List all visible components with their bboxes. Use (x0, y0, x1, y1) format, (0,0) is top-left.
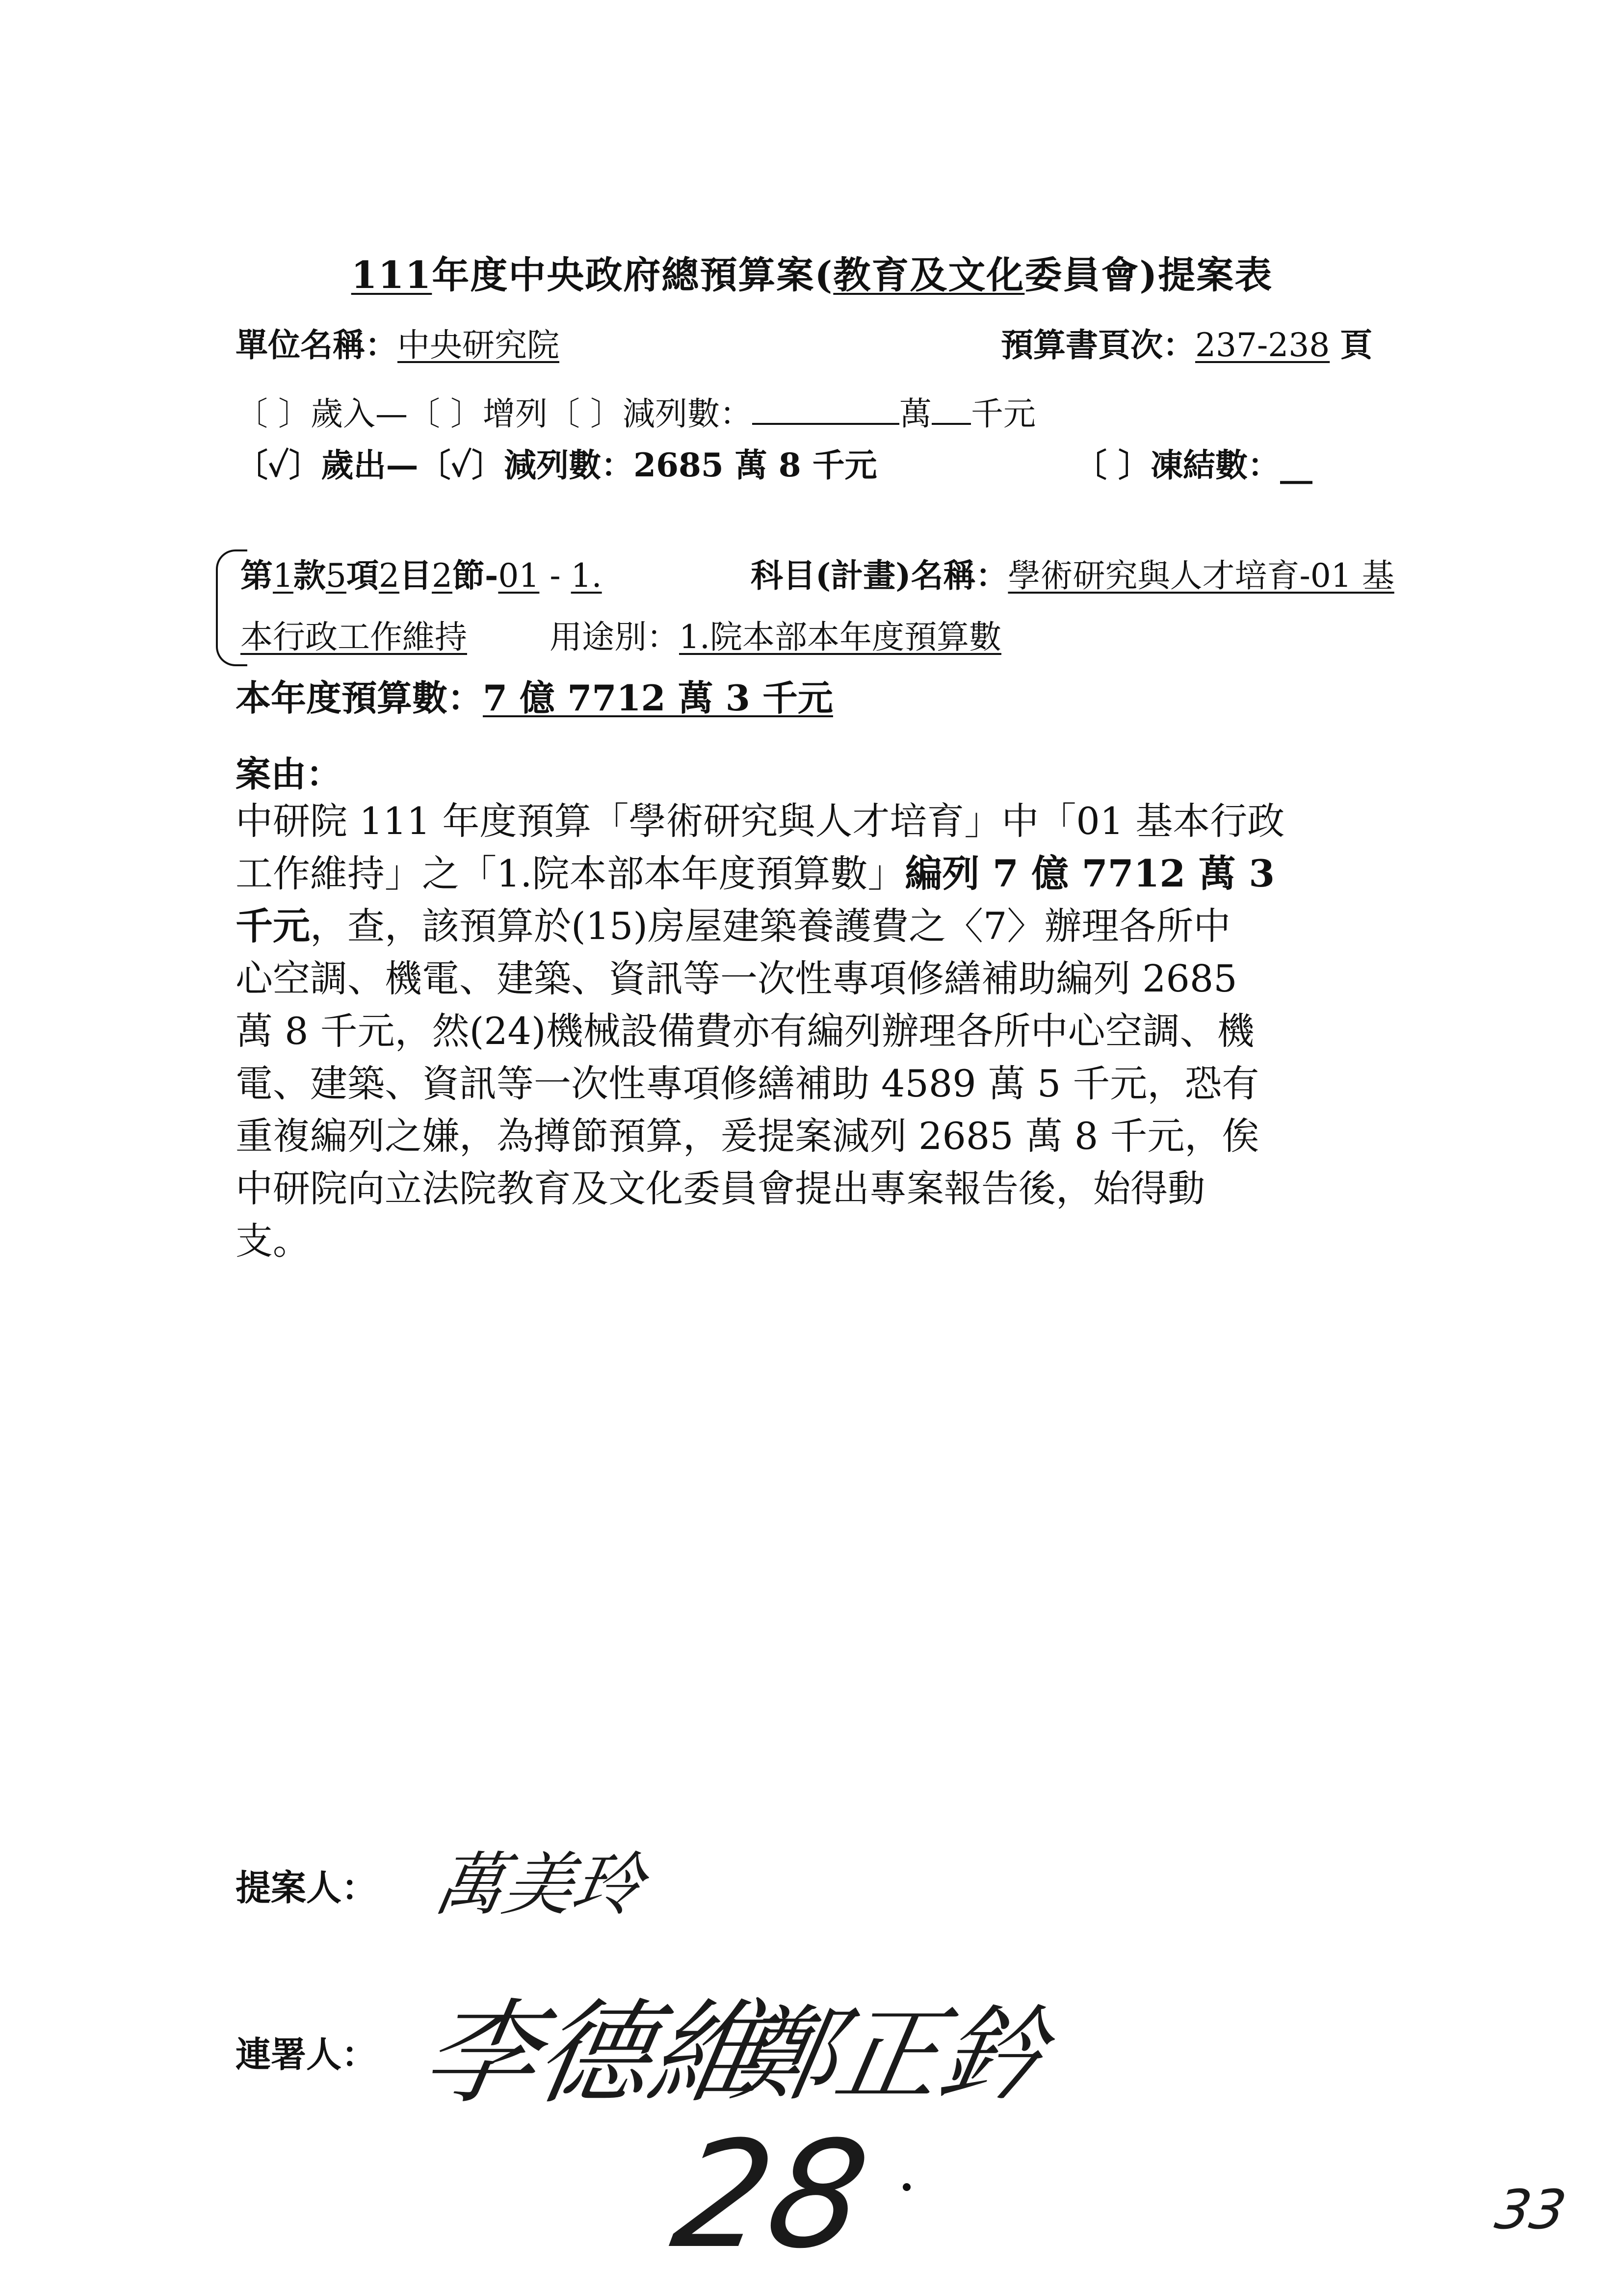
revenue-qian: 千元 (970, 395, 1036, 433)
revenue-text: 〔 〕歲入—〔 〕增列〔 〕減列數： (236, 395, 752, 433)
subject-name-label: 科目(計畫)名稱： (751, 556, 1008, 595)
reason-line: 支。 (236, 1219, 310, 1263)
page-ref-suffix: 頁 (1340, 326, 1373, 364)
revenue-line (236, 388, 1036, 434)
reason-line: 重複編列之嫌，為撙節預算，爰提案減列 2685 萬 8 千元，俟 (236, 1114, 1259, 1158)
current-budget-label: 本年度預算數： (236, 677, 483, 719)
subject-dash: - (539, 557, 571, 595)
reason-line (236, 900, 1462, 952)
expense-text: 〔✓〕歲出—〔✓〕減列數：2685 萬 8 千元 (236, 446, 877, 484)
proposer-label: 提案人： (236, 1867, 377, 1908)
subject-di: 第 (240, 556, 273, 595)
unit-row (236, 319, 559, 365)
freeze-line (1074, 439, 1312, 486)
subject-jie-label: 節- (452, 556, 498, 595)
subject-name-value-1: 學術研究與人才培育-01 基 (1008, 557, 1394, 595)
unit-label: 單位名稱： (236, 326, 397, 364)
reason-line: 中研院向立法院教育及文化委員會提出專案報告後，始得動 (236, 1167, 1205, 1210)
subject-kuan-label: 款 (293, 556, 326, 595)
reason-label: 案由： (236, 753, 342, 795)
cosigner-signature-1: 李德維 (413, 1988, 775, 2119)
page-ref-value: 237-238 (1195, 326, 1330, 364)
title-year: 111 (351, 253, 432, 297)
subject-kuan: 1 (273, 557, 293, 595)
current-budget-row (236, 670, 833, 721)
subject-xiang-label: 項 (346, 556, 379, 595)
title-committee: 教育及文化 (833, 253, 1025, 297)
reason-line-3-bold: 千元 (236, 904, 310, 948)
subject-code-1: 01 (498, 557, 540, 595)
page-ref-row (1001, 319, 1372, 365)
revenue-wan: 萬 (899, 395, 932, 433)
subject-line-1 (240, 549, 602, 596)
subject-jie: 2 (432, 557, 452, 595)
subject-name-line-1 (751, 549, 1394, 596)
reason-line-2-text: 工作維持」之「1.院本部本年度預算數」 (236, 852, 905, 895)
title-pre: 年度中央政府總預算案( (432, 253, 834, 297)
handwritten-number: 28 (662, 2110, 880, 2281)
proposer-signature: 萬美玲 (428, 1845, 649, 1925)
form-title (0, 245, 1624, 299)
unit-value: 中央研究院 (397, 326, 559, 364)
reason-body (236, 795, 1462, 1267)
expense-line (236, 439, 877, 486)
revenue-qian-blank (932, 393, 971, 425)
subject-code-2: 1. (571, 557, 602, 595)
reason-line: 萬 8 千元，然(24)機械設備費亦有編列辦理各所中心空調、機 (236, 1009, 1255, 1053)
handwritten-dot (903, 2183, 911, 2191)
reason-line (236, 847, 1462, 900)
use-line (550, 611, 1001, 657)
freeze-text: 〔 〕凍結數：__ (1074, 446, 1312, 484)
cosigner-label: 連署人： (236, 2034, 377, 2075)
subject-name-value-2: 本行政工作維持 (240, 618, 467, 656)
reason-line: 電、建築、資訊等一次性專項修繕補助 4589 萬 5 千元，恐有 (236, 1062, 1259, 1105)
revenue-amount-blank (752, 393, 899, 425)
page-number: 33 (1491, 2178, 1571, 2241)
subject-mu-label: 目 (399, 556, 432, 595)
page-ref-label: 預算書頁次： (1001, 326, 1195, 364)
use-label: 用途別： (550, 618, 679, 656)
current-budget-value: 7 億 7712 萬 3 千元 (483, 677, 833, 719)
subject-line-2 (240, 611, 467, 657)
use-value: 1.院本部本年度預算數 (679, 618, 1001, 656)
title-post: 委員會)提案表 (1024, 253, 1273, 297)
reason-line: 心空調、機電、建築、資訊等一次性專項修繕補助編列 2685 (236, 957, 1237, 1000)
reason-line-2-bold: 編列 7 億 7712 萬 3 (905, 852, 1275, 895)
reason-line-3-text: ，查，該預算於(15)房屋建築養護費之〈7〉辦理各所中 (310, 904, 1231, 948)
reason-line: 中研院 111 年度預算「學術研究與人才培育」中「01 基本行政 (236, 799, 1285, 843)
subject-xiang: 5 (326, 557, 346, 595)
cosigner-signature-2: 鄭正鈐 (724, 1995, 1054, 2115)
subject-mu: 2 (379, 557, 399, 595)
